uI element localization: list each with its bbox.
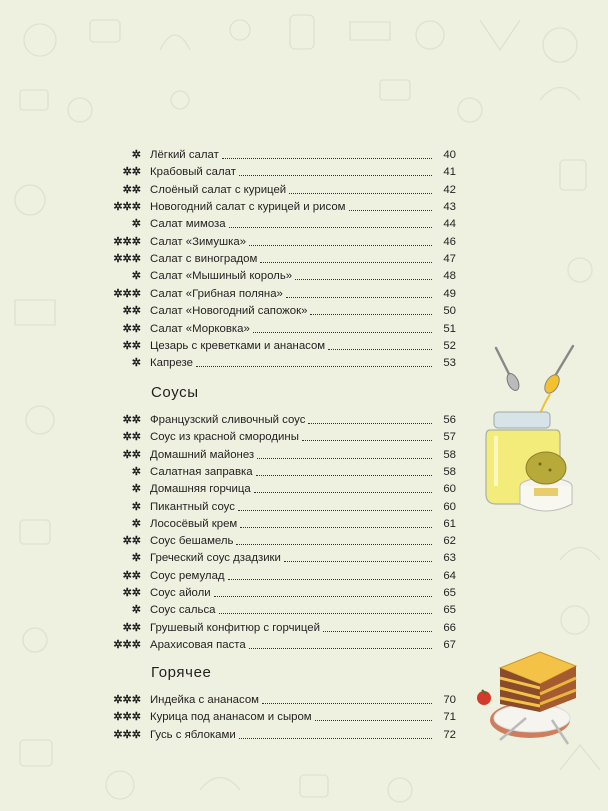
toc-entry[interactable] (108, 479, 456, 496)
difficulty-stars: ✲✲✲ (113, 235, 141, 248)
difficulty-stars: ✲✲ (122, 587, 141, 599)
dot-leader (238, 509, 432, 511)
difficulty-stars: ✲✲ (122, 183, 141, 196)
toc-entry[interactable] (108, 497, 456, 514)
dot-leader (249, 647, 432, 649)
recipe-title: Соус айоли (150, 587, 211, 599)
difficulty-stars: ✲✲✲ (113, 253, 141, 266)
page-number: 40 (443, 149, 456, 161)
toc-entry[interactable] (108, 566, 456, 583)
page-number: 43 (443, 201, 456, 214)
difficulty-stars: ✲ (131, 552, 141, 565)
dot-leader (308, 422, 432, 424)
page-number: 60 (443, 500, 456, 513)
recipe-title: Новогодний салат с курицей и рисом (150, 201, 346, 214)
difficulty-stars: ✲✲✲ (113, 287, 141, 300)
recipe-title: Домашний майонез (150, 448, 255, 461)
recipe-title: Салат мимоза (150, 218, 226, 231)
dot-leader (253, 331, 432, 333)
difficulty-stars: ✲✲ (122, 448, 141, 461)
page-number: 65 (443, 587, 456, 599)
dot-leader (240, 526, 432, 528)
difficulty-stars: ✲ (131, 465, 141, 478)
recipe-title: Салат с виноградом (150, 253, 258, 266)
difficulty-stars: ✲✲ (122, 569, 141, 582)
dot-leader (254, 491, 432, 493)
difficulty-stars: ✲✲ (122, 414, 141, 426)
toc-entry[interactable] (108, 249, 456, 266)
difficulty-stars: ✲✲ (122, 305, 141, 318)
recipe-title: Салатная заправка (150, 465, 253, 478)
dot-leader (284, 560, 432, 562)
recipe-title: Цезарь с креветками и ананасом (150, 339, 326, 352)
dot-leader (295, 278, 432, 280)
recipe-title: Курица под ананасом и сыром (150, 711, 312, 724)
recipe-title: Индейка с ананасом (150, 694, 259, 706)
recipe-title: Арахисовая паста (150, 638, 246, 651)
toc-entry[interactable] (108, 707, 456, 724)
dot-leader (262, 702, 432, 704)
difficulty-stars: ✲✲✲ (113, 638, 141, 651)
toc-entry[interactable] (108, 353, 456, 370)
dot-leader (349, 209, 433, 211)
difficulty-stars: ✲ (131, 149, 141, 161)
toc-entry[interactable] (108, 336, 456, 353)
difficulty-stars: ✲ (131, 218, 141, 231)
page-number: 67 (443, 638, 456, 651)
toc-entry[interactable] (108, 600, 456, 617)
page-number: 50 (443, 305, 456, 318)
page-number: 61 (443, 517, 456, 530)
page-number: 52 (443, 339, 456, 352)
toc-entry[interactable] (108, 162, 456, 179)
difficulty-stars: ✲ (131, 357, 141, 370)
difficulty-stars: ✲ (131, 517, 141, 530)
difficulty-stars: ✲✲ (122, 166, 141, 179)
toc-entry[interactable] (108, 548, 456, 565)
recipe-title: Лёгкий салат (150, 149, 219, 161)
toc-entry[interactable] (108, 410, 456, 427)
recipe-title: Салат «Мышиный король» (150, 270, 293, 283)
recipe-title: Капрезе (150, 357, 193, 370)
recipe-title: Крабовый салат (150, 166, 236, 179)
difficulty-stars: ✲✲ (122, 339, 141, 352)
difficulty-stars: ✲ (131, 500, 141, 513)
page-number: 70 (443, 694, 456, 706)
toc-entry[interactable] (108, 618, 456, 635)
toc-entry[interactable] (108, 284, 456, 301)
toc-entry[interactable] (108, 635, 456, 652)
toc-entry[interactable] (108, 427, 456, 444)
dot-leader (239, 174, 432, 176)
toc-entry[interactable] (108, 319, 456, 336)
page-number: 56 (443, 414, 456, 426)
page-number: 58 (443, 465, 456, 478)
recipe-title: Лососёвый крем (150, 517, 238, 530)
dot-leader (256, 474, 432, 476)
toc-entry[interactable] (108, 531, 456, 548)
dot-leader (219, 612, 432, 614)
toc-entry[interactable] (108, 725, 456, 742)
recipe-title: Французский сливочный соус (150, 414, 306, 426)
dot-leader (229, 226, 432, 228)
page-number: 72 (443, 728, 456, 741)
recipe-title: Салат «Грибная поляна» (150, 287, 283, 300)
recipe-title: Салат «Новогодний сапожок» (150, 305, 308, 318)
dot-leader (228, 578, 432, 580)
toc-entry[interactable] (108, 514, 456, 531)
page-number: 62 (443, 535, 456, 548)
page-number: 46 (443, 235, 456, 248)
page-number: 66 (443, 621, 456, 634)
page-number: 42 (443, 183, 456, 196)
difficulty-stars: ✲✲ (122, 431, 141, 444)
dot-leader (239, 737, 432, 739)
dot-leader (289, 192, 432, 194)
dot-leader (214, 595, 432, 597)
page-number: 65 (443, 604, 456, 617)
dot-leader (257, 457, 432, 459)
recipe-title: Домашняя горчица (150, 483, 251, 496)
recipe-title: Слоёный салат с курицей (150, 183, 287, 196)
page-number: 44 (443, 218, 456, 231)
page-number: 53 (443, 357, 456, 370)
recipe-title: Греческий соус дзадзики (150, 552, 281, 565)
page-number: 47 (443, 253, 456, 266)
page-number: 60 (443, 483, 456, 496)
recipe-title: Соус сальса (150, 604, 216, 617)
recipe-title: Грушевый конфитюр с горчицей (150, 621, 320, 634)
page-number: 41 (443, 166, 456, 179)
difficulty-stars: ✲✲✲ (113, 728, 141, 741)
difficulty-stars: ✲✲ (122, 621, 141, 634)
page-number: 71 (443, 711, 456, 724)
toc-entry[interactable] (108, 180, 456, 197)
toc-entry[interactable] (108, 690, 456, 707)
jar-illustration (478, 338, 588, 528)
toc-entry[interactable] (108, 232, 456, 249)
page-number: 57 (443, 431, 456, 444)
toc-entry[interactable] (108, 583, 456, 600)
page-number: 64 (443, 569, 456, 582)
dot-leader (236, 543, 432, 545)
page-number: 49 (443, 287, 456, 300)
recipe-title: Соус бешамель (150, 535, 234, 548)
toc-entry[interactable] (108, 145, 456, 162)
difficulty-stars: ✲✲ (122, 322, 141, 335)
dot-leader (328, 348, 432, 350)
dot-leader (310, 313, 432, 315)
recipe-title: Пикантный соус (150, 500, 235, 513)
difficulty-stars: ✲✲✲ (113, 694, 141, 706)
recipe-title: Соус из красной смородины (150, 431, 299, 444)
dot-leader (196, 365, 432, 367)
toc-entry[interactable] (108, 214, 456, 231)
toc-entry[interactable] (108, 301, 456, 318)
section-heading-sauces: Соусы (151, 384, 199, 401)
toc-entry[interactable] (108, 462, 456, 479)
toc-entry[interactable] (108, 445, 456, 462)
recipe-title: Салат «Зимушка» (150, 235, 247, 248)
page-number: 63 (443, 552, 456, 565)
difficulty-stars: ✲✲✲ (113, 201, 141, 214)
page-number: 48 (443, 270, 456, 283)
dot-leader (222, 157, 432, 159)
difficulty-stars: ✲✲✲ (113, 711, 141, 724)
difficulty-stars: ✲ (131, 270, 141, 283)
recipe-title: Салат «Морковка» (150, 322, 250, 335)
dot-leader (315, 719, 432, 721)
lasagna-illustration (470, 640, 596, 760)
recipe-title: Соус ремулад (150, 569, 225, 582)
dot-leader (249, 244, 432, 246)
recipe-title: Гусь с яблоками (150, 728, 236, 741)
toc-entry[interactable] (108, 266, 456, 283)
dot-leader (260, 261, 432, 263)
section-heading-hot: Горячее (151, 664, 212, 681)
dot-leader (302, 439, 432, 441)
page-number: 58 (443, 448, 456, 461)
difficulty-stars: ✲ (131, 483, 141, 496)
difficulty-stars: ✲✲ (122, 535, 141, 548)
dot-leader (323, 630, 432, 632)
page-number: 51 (443, 322, 456, 335)
dot-leader (286, 296, 432, 298)
toc-entry[interactable] (108, 197, 456, 214)
difficulty-stars: ✲ (131, 604, 141, 617)
